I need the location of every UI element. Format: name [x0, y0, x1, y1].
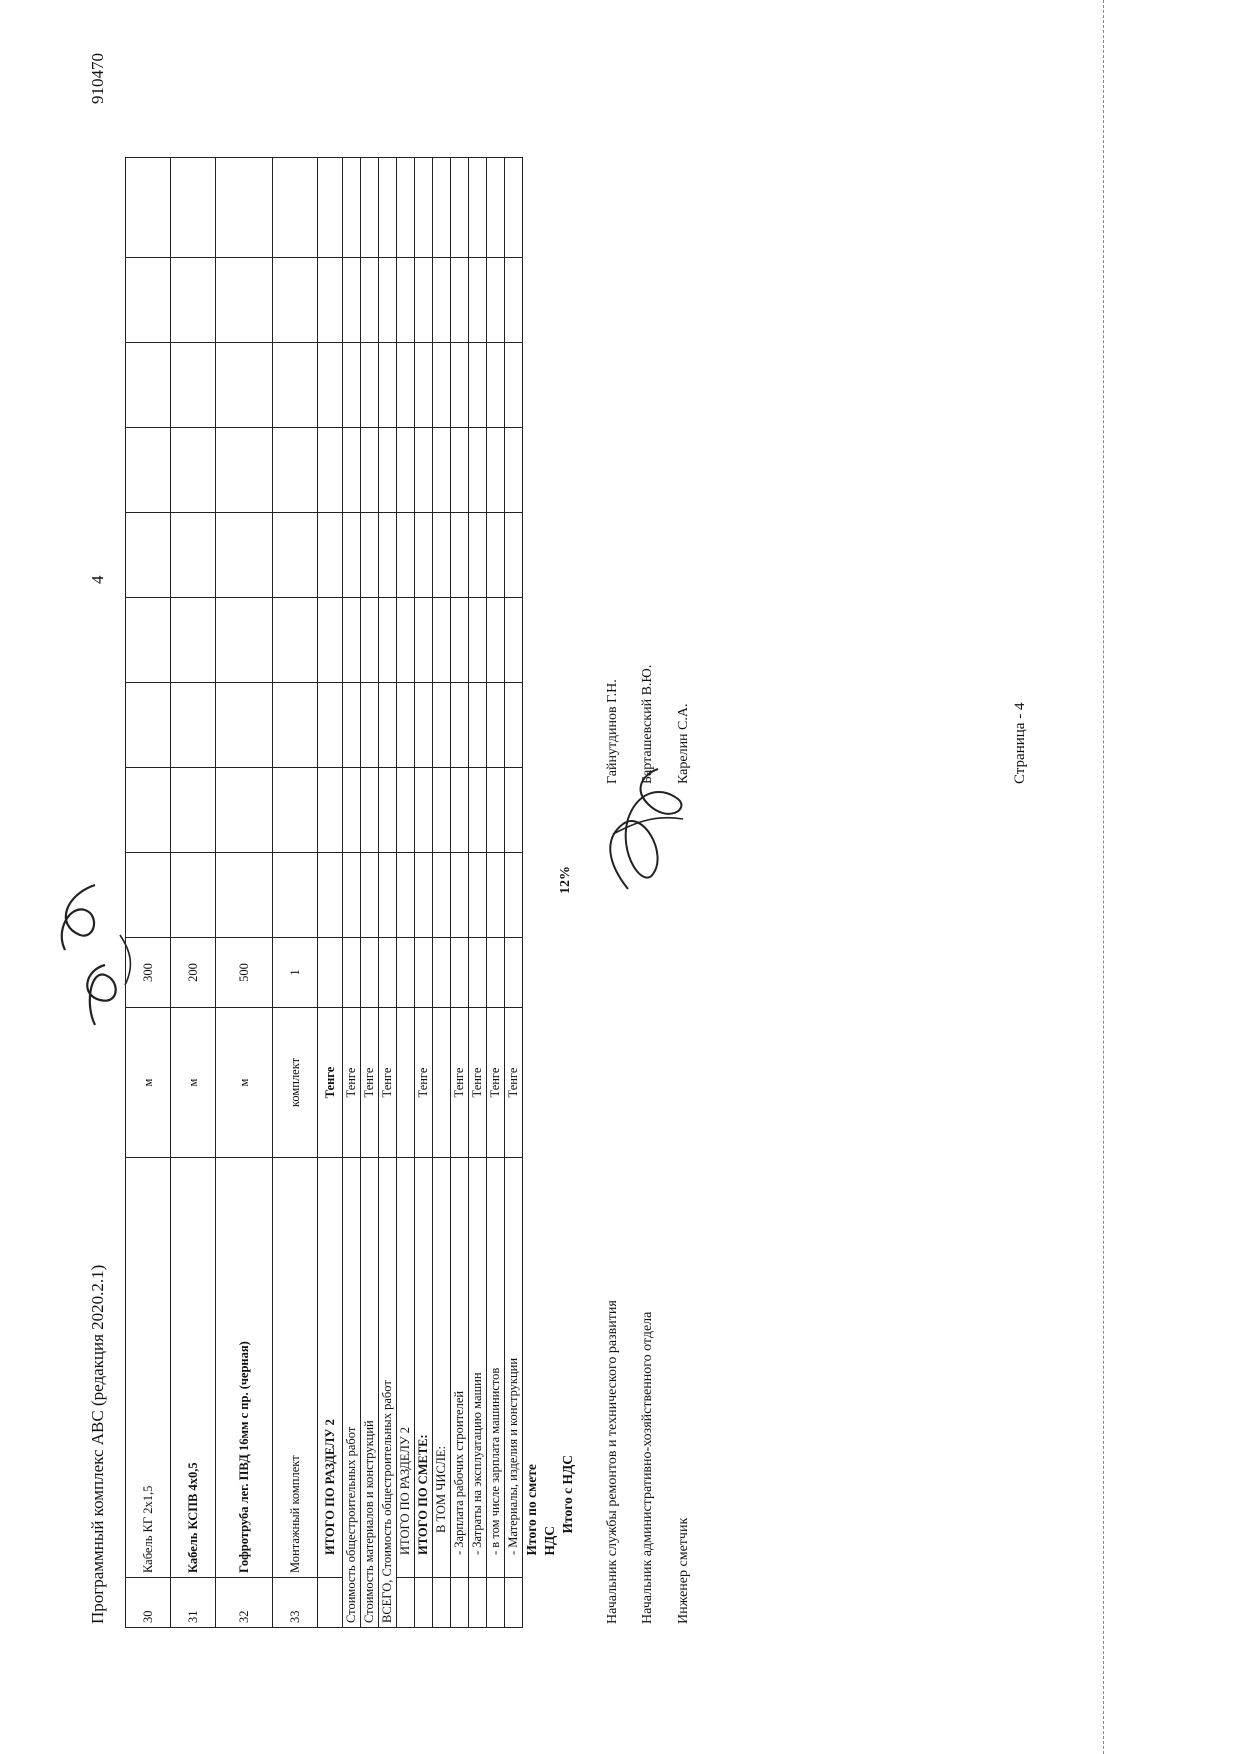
summary-label: В ТОМ ЧИСЛЕ:	[433, 1158, 451, 1578]
table-row	[523, 158, 542, 1628]
summary-label: Стоимость материалов и конструкций	[361, 1158, 379, 1628]
summary-label: ИТОГО ПО РАЗДЕЛУ 2	[397, 1158, 415, 1578]
table-row	[397, 158, 415, 1628]
item-number: 32	[216, 1578, 273, 1628]
summary-unit: Тенге	[343, 1008, 361, 1158]
signatory-name: Гайнутдинов Г.Н.	[605, 679, 620, 784]
section-total-unit: Тенге	[318, 1008, 343, 1158]
page-footer: Страница - 4	[1012, 702, 1028, 784]
summary-label: ВСЕГО, Стоимость общестроительных работ	[379, 1158, 397, 1628]
summary-label: ИТОГО ПО СМЕТЕ:	[415, 1158, 433, 1578]
signatory-position: Начальник службы ремонтов и технического развития	[605, 1300, 620, 1624]
summary-unit: Тенге	[469, 1008, 487, 1158]
table-row	[361, 158, 379, 1628]
summary-label: - Зарплата рабочих строителей	[451, 1158, 469, 1578]
item-name: Кабель КГ 2х1,5	[126, 1158, 171, 1578]
item-unit: м	[126, 1008, 171, 1158]
signatory-position: Инженер сметчик	[676, 1517, 691, 1624]
signatory-name: Барташевский В.Ю.	[640, 664, 655, 784]
estimate-table	[125, 157, 577, 1628]
item-unit: м	[171, 1008, 216, 1158]
signatory-position: Начальник административно-хозяйственного отдела	[640, 1311, 655, 1624]
vat-rate: 12%	[558, 866, 573, 894]
item-number: 33	[273, 1578, 318, 1628]
signatory-name: Карелин С.А.	[676, 703, 691, 784]
item-number: 30	[126, 1578, 171, 1628]
summary-label: Стоимость общестроительных работ	[343, 1158, 361, 1628]
summary-unit: Тенге	[415, 1008, 433, 1158]
table-row	[505, 158, 523, 1628]
page-number: 4	[88, 575, 107, 584]
handwritten-signature	[598, 764, 693, 894]
summary-unit: Тенге	[505, 1008, 523, 1158]
item-number: 31	[171, 1578, 216, 1628]
item-unit: комплект	[273, 1008, 318, 1158]
table-row	[487, 158, 505, 1628]
item-qty: 500	[216, 938, 273, 1008]
summary-unit: Тенге	[451, 1008, 469, 1158]
program-title: Программный комплекс АВС (редакция 2020.2.1)	[88, 1264, 107, 1624]
summary-unit: Тенге	[379, 1008, 397, 1158]
item-qty: 300	[126, 938, 171, 1008]
item-name: Кабель КСПВ 4х0,5	[171, 1158, 216, 1578]
table-row	[343, 158, 361, 1628]
item-qty: 1	[273, 938, 318, 1008]
total-with-vat-label: Итого с НДС	[560, 1454, 575, 1534]
vat-label: НДС	[542, 1525, 557, 1556]
summary-unit: Тенге	[487, 1008, 505, 1158]
table-row	[469, 158, 487, 1628]
estimate-total-label: Итого по смете	[524, 1464, 539, 1556]
handwritten-initials	[25, 875, 175, 1035]
table-row	[451, 158, 469, 1628]
document-number: 910470	[88, 53, 107, 104]
item-name: Монтажный комплект	[273, 1158, 318, 1578]
item-unit: м	[216, 1008, 273, 1158]
table-row	[415, 158, 433, 1628]
summary-unit: Тенге	[361, 1008, 379, 1158]
summary-label: - Материалы, изделия и конструкции	[505, 1158, 523, 1578]
item-qty: 200	[171, 938, 216, 1008]
summary-label: - в том числе зарплата машинистов	[487, 1158, 505, 1578]
table-row	[433, 158, 451, 1628]
summary-label: - Затраты на эксплуатацию машин	[469, 1158, 487, 1578]
section-total-label: ИТОГО ПО РАЗДЕЛУ 2	[318, 1158, 343, 1578]
scan-fold-line	[1103, 0, 1104, 1754]
table-row	[541, 158, 559, 1628]
table-row	[171, 158, 216, 1628]
table-row	[318, 158, 343, 1628]
table-row	[216, 158, 273, 1628]
table-row	[379, 158, 397, 1628]
table-row	[273, 158, 318, 1628]
item-name: Гофротруба лег. ПВД 16мм с пр. (черная)	[216, 1158, 273, 1578]
